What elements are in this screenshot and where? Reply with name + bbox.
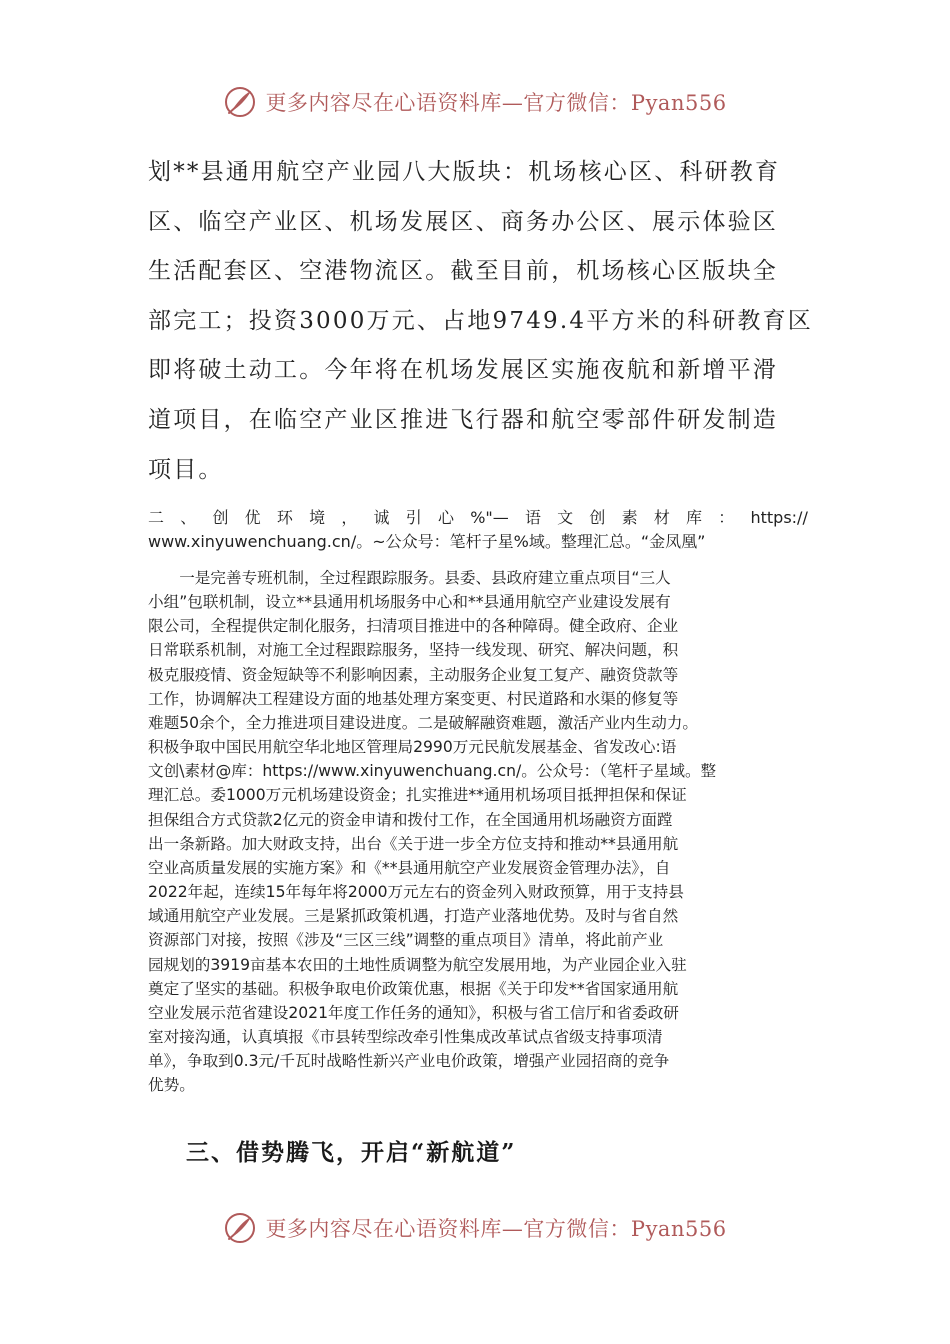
section-2-header	[148, 506, 808, 554]
header-word: 、	[180, 508, 197, 527]
body-line: 出一条新路。加大财政支持，出台《关于进一步全方位支持和推动**县通用航	[148, 834, 679, 853]
lead-line: 区、临空产业区、机场发展区、商务办公区、展示体验区	[148, 208, 778, 235]
body-line: 理汇总。委1000万元机场建设资金；扎实推进**通用机场项目抵押担保和保证	[148, 786, 687, 805]
section-2-header-line-1	[148, 506, 808, 530]
lead-paragraph	[148, 148, 814, 495]
lead-line: 道项目，在临空产业区推进飞行器和航空零部件研发制造	[148, 406, 778, 433]
header-word: 素	[621, 508, 638, 527]
header-word: 创	[589, 508, 606, 527]
header-banner	[0, 82, 950, 122]
body-line: 积极争取中国民用航空华北地区管理局2990万元民航发展基金、省发改心:语	[148, 738, 677, 757]
lead-line: 项目。	[148, 456, 224, 483]
footer-banner-text: 更多内容尽在心语资料库—官方微信：Pyan556	[265, 1217, 727, 1241]
body-line: 优势。	[148, 1076, 195, 1095]
header-banner-text: 更多内容尽在心语资料库—官方微信：Pyan556	[265, 91, 727, 115]
header-word: 库	[686, 508, 703, 527]
header-word: 文	[557, 508, 574, 527]
body-line: 空业高质量发展的实施方案》和《**县通用航空产业发展资金管理办法》，自	[148, 858, 671, 877]
body-line: 单》，争取到0.3元/千瓦时战略性新兴产业电价政策，增强产业园招商的竞争	[148, 1052, 670, 1071]
header-word: https://	[750, 508, 808, 527]
lead-line: 划**县通用航空产业园八大版块：机场核心区、科研教育	[148, 159, 781, 185]
body-line: 园规划的3919亩基本农田的土地性质调整为航空发展用地，为产业园企业入驻	[148, 955, 687, 974]
body-line: 一是完善专班机制，全过程跟踪服务。县委、县政府建立重点项目“三人	[148, 569, 671, 587]
body-line: 担保组合方式贷款2亿元的资金申请和拨付工作，在全国通用机场融资方面蹚	[148, 810, 673, 829]
feather-pen-icon	[223, 85, 257, 119]
body-line: 文创\素材@库：https://www.xinyuwenchuang.cn/。公众号：（笔杆子星域。整	[148, 762, 717, 781]
header-word: 心	[437, 508, 454, 527]
feather-pen-icon	[223, 1211, 257, 1245]
header-word: 境	[309, 508, 326, 527]
header-word: %"—	[470, 508, 509, 527]
header-word: 二	[148, 508, 165, 527]
header-word: 环	[276, 508, 293, 527]
body-line: 极克服疫情、资金短缺等不利影响因素，主动服务企业复工复产、融资贷款等	[148, 665, 679, 684]
body-line: 限公司，全程提供定制化服务，扫清项目推进中的各种障碍。健全政府、企业	[148, 617, 679, 636]
header-word: 引	[405, 508, 422, 527]
header-word: ，	[341, 508, 358, 527]
body-line: 奠定了坚实的基础。积极争取电价政策优惠，根据《关于印发**省国家通用航	[148, 979, 679, 998]
body-line: 日常联系机制，对施工全过程跟踪服务，坚持一线发现、研究、解决问题，积	[148, 641, 679, 660]
lead-line: 即将破土动工。今年将在机场发展区实施夜航和新增平滑	[148, 357, 778, 384]
header-word: 优	[244, 508, 261, 527]
header-word: 诚	[373, 508, 390, 527]
header-word: 语	[524, 508, 541, 527]
body-paragraph	[148, 566, 808, 1097]
footer-banner	[0, 1208, 950, 1248]
body-line: 小组”包联机制，设立**县通用机场服务中心和**县通用航空产业建设发展有	[148, 593, 671, 612]
header-word: 材	[653, 508, 670, 527]
body-line: 资源部门对接，按照《涉及“三区三线”调整的重点项目》清单，将此前产业	[148, 931, 664, 950]
body-line: 域通用航空产业发展。三是紧抓政策机遇，打造产业落地优势。及时与省自然	[148, 907, 679, 926]
lead-line: 生活配套区、空港物流区。截至目前，机场核心区版块全	[148, 258, 778, 285]
body-line: 2022年起，连续15年每年将2000万元左右的资金列入财政预算，用于支持县	[148, 883, 684, 902]
section-2-header-line-2: www.xinyuwenchuang.cn/。~公众号：笔杆子星%域。整理汇总。“金凤凰”	[148, 532, 706, 551]
header-word: 创	[212, 508, 229, 527]
body-line: 空业发展示范省建设2021年度工作任务的通知》，积极与省工信厅和省委政研	[148, 1003, 679, 1022]
header-word: ：	[718, 508, 735, 527]
body-line: 室对接沟通，认真填报《市县转型综改牵引性集成改革试点省级支持事项清	[148, 1027, 663, 1046]
section-3-heading: 三、借势腾飞，开启“新航道”	[186, 1139, 517, 1166]
body-line: 工作，协调解决工程建设方面的地基处理方案变更、村民道路和水渠的修复等	[148, 689, 679, 708]
lead-line: 部完工；投资3000万元、占地9749.4平方米的科研教育区	[148, 307, 814, 334]
body-line: 难题50余个，全力推进项目建设进度。二是破解融资难题，激活产业内生动力。	[148, 713, 699, 732]
